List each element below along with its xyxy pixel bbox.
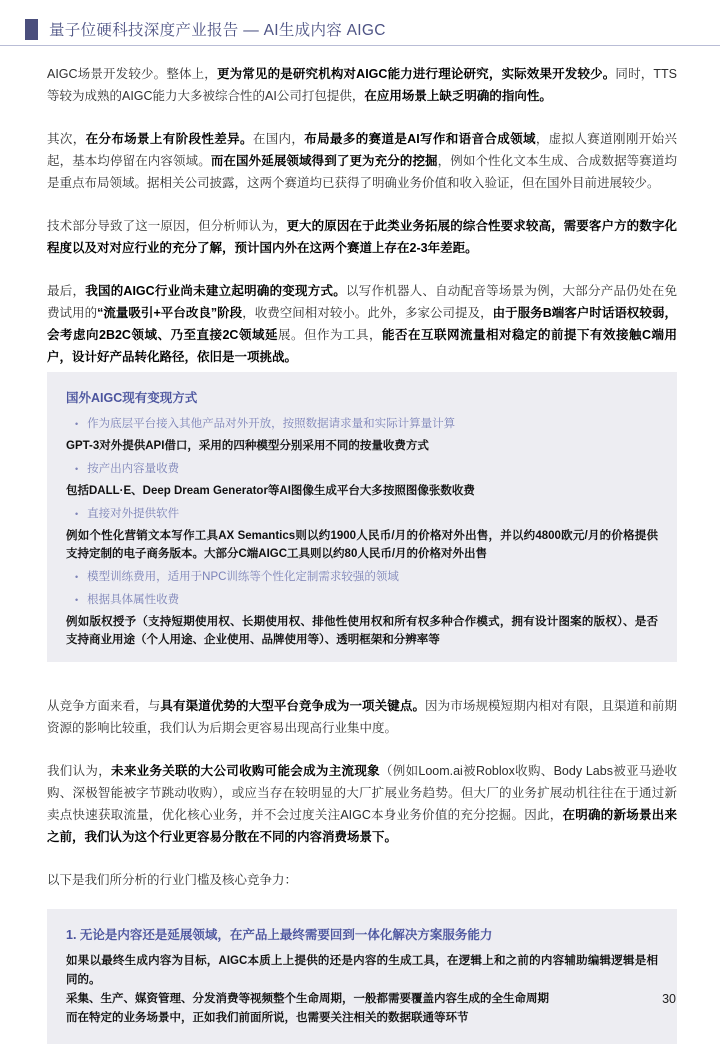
bullet-icon: •	[75, 509, 79, 519]
text-segment: 展。但作为工具，	[277, 328, 382, 342]
bullet-icon: •	[75, 572, 79, 582]
text-segment: 技术部分导致了这一原因，但分析师认为，	[47, 219, 287, 233]
text-segment: 由于服务B端客户时话语权较弱，会考虑向2B2C领域、乃至直接2C领域延	[47, 306, 677, 342]
bullet-description: 包括DALL·E、Deep Dream Generator等AI图像生成平台大多按照图像张数收费	[66, 485, 475, 497]
text-segment: 同时，TTS等较为成熟的AIGC能力大多被综合性的AI公司打包提供，	[47, 67, 678, 103]
bullet-label: 根据具体属性收费	[87, 594, 180, 606]
text-segment: ，虚拟人赛道刚刚开始兴起，基本均停留在内容领域。	[47, 132, 677, 168]
page-content	[0, 46, 720, 1044]
paragraph	[47, 695, 677, 739]
text-segment: （例如Loom.ai被Roblox收购、Body Labs被亚马逊收购、深极智能被字节跳动收购），或应当存在较明显的大厂扩展业务趋势。但大厂的业务扩展动机往往在于通过新卖点快速获取流量，优化核心业务，并不会过度关注AIGC本身业务价值的充分挖掘。因此，	[47, 764, 677, 822]
text-segment: 在国内，	[252, 132, 305, 146]
box-text-line: 采集、生产、媒资管理、分发消费等视频整个生命周期，一般都需要覆盖内容生成的全生命周期	[66, 993, 549, 1005]
box-text-line: 而在特定的业务场景中，正如我们前面所说，也需要关注相关的数据联通等环节	[66, 1012, 469, 1024]
text-segment: “流量吸引+平台改良”阶段	[97, 306, 243, 320]
text-segment: AIGC场景开发较少。整体上，	[47, 67, 217, 81]
paragraph	[47, 869, 677, 891]
text-segment: 其次，	[47, 132, 86, 146]
bullet-item	[66, 460, 658, 478]
text-segment: 布局最多的赛道是AI写作和语音合成领域	[304, 132, 536, 146]
text-segment: 在明确的新场景出来之前，我们认为这个行业更容易分散在不同的内容消费场景下。	[47, 808, 677, 844]
info-box-title: 国外AIGC现有变现方式	[66, 391, 198, 405]
text-segment: ，例如个性化文本生成、合成数据等赛道均是重点布局领域。据相关公司披露，这两个赛道均已获得了明确业务价值和收入验证，但在国外目前进展较少。	[47, 154, 677, 190]
report-title: 量子位硬科技深度产业报告 — AI生成内容 AIGC	[49, 22, 386, 39]
page-number: 30	[662, 992, 676, 1006]
text-segment: ，收费空间相对较小。此外，多家公司提及，	[242, 306, 493, 320]
bullet-label: 按产出内容量收费	[87, 463, 180, 475]
text-segment: 能否在互联网流量相对稳定的前提下有效接触C端用户，设计好产品转化路径，依旧是一项挑战。	[47, 328, 677, 364]
text-segment: 以写作机器人、自动配音等场景为例，大部分产品仍处在免费试用的	[47, 284, 677, 320]
bullet-item	[66, 568, 658, 586]
header-accent-square	[25, 19, 38, 40]
bullet-label: 模型训练费用，适用于NPC训练等个性化定制需求较强的领域	[87, 571, 399, 583]
paragraph	[47, 63, 677, 107]
bullet-item	[66, 591, 658, 609]
box-text-line: 如果以最终生成内容为目标，AIGC本质上上提供的还是内容的生成工具，在逻辑上和之前的内容辅助编辑逻辑是相同的。	[66, 955, 658, 986]
text-segment: 我们认为，	[47, 764, 112, 778]
monetization-info-box	[47, 372, 677, 662]
bullet-icon: •	[75, 595, 79, 605]
text-segment: 最后，	[47, 284, 86, 298]
text-segment: 未来业务关联的大公司收购可能会成为主流现象	[111, 764, 380, 778]
report-header	[0, 0, 720, 40]
bullet-label: 作为底层平台接入其他产品对外开放，按照数据请求量和实际计算量计算	[87, 418, 456, 430]
bullet-description: 例如个性化营销文本写作工具AX Semantics则以约1900人民币/月的价格对外出售，并以约4800欧元/月的价格提供支持定制的电子商务版本。大部分C端AIGC工具则以约80人民币/月的价格对外出售	[66, 530, 658, 560]
text-segment: 从竞争方面来看，与	[47, 699, 161, 713]
text-segment: 以下是我们所分析的行业门槛及核心竞争力：	[47, 873, 298, 887]
bullet-item	[66, 415, 658, 433]
text-segment: 因为市场规模短期内相对有限，且渠道和前期资源的影响比较重，我们认为后期会更容易出现高行业集中度。	[47, 699, 677, 735]
info-box-title: 1. 无论是内容还是延展领域，在产品上最终需要回到一体化解决方案服务能力	[66, 928, 493, 942]
paragraph	[47, 128, 677, 194]
bullet-label: 直接对外提供软件	[87, 508, 180, 520]
text-segment: 我国的AIGC行业尚未建立起明确的变现方式。	[85, 284, 346, 298]
text-segment: 在分布场景上有阶段性差异。	[85, 132, 253, 146]
text-segment: 更为常见的是研究机构对AIGC能力进行理论研究，实际效果开发较少。	[216, 67, 616, 81]
text-segment: 在应用场景上缺乏明确的指向性。	[364, 89, 552, 103]
competitiveness-info-box	[47, 909, 677, 1044]
bullet-icon: •	[75, 419, 79, 429]
text-segment: 更大的原因在于此类业务拓展的综合性要求较高，需要客户方的数字化程度以及对对应行业的充分了解，预计国内外在这两个赛道上存在2-3年差距。	[47, 219, 677, 255]
bullet-description: 例如版权授予（支持短期使用权、长期使用权、排他性使用权和所有权多种合作模式，拥有设计图案的版权）、是否支持商业用途（个人用途、企业使用、品牌使用等）、透明框架和分辨率等	[66, 616, 658, 646]
info-box-lines	[66, 952, 658, 1028]
info-box-items	[66, 415, 658, 649]
paragraph	[47, 280, 677, 368]
bullet-description: GPT-3对外提供API借口，采用的四种模型分别采用不同的按量收费方式	[66, 440, 429, 452]
bullet-icon: •	[75, 464, 79, 474]
text-segment: 而在国外延展领域得到了更为充分的挖掘	[210, 154, 438, 168]
paragraph	[47, 215, 677, 259]
text-segment: 具有渠道优势的大型平台竞争成为一项关键点。	[160, 699, 426, 713]
bullet-item	[66, 505, 658, 523]
paragraph	[47, 760, 677, 848]
